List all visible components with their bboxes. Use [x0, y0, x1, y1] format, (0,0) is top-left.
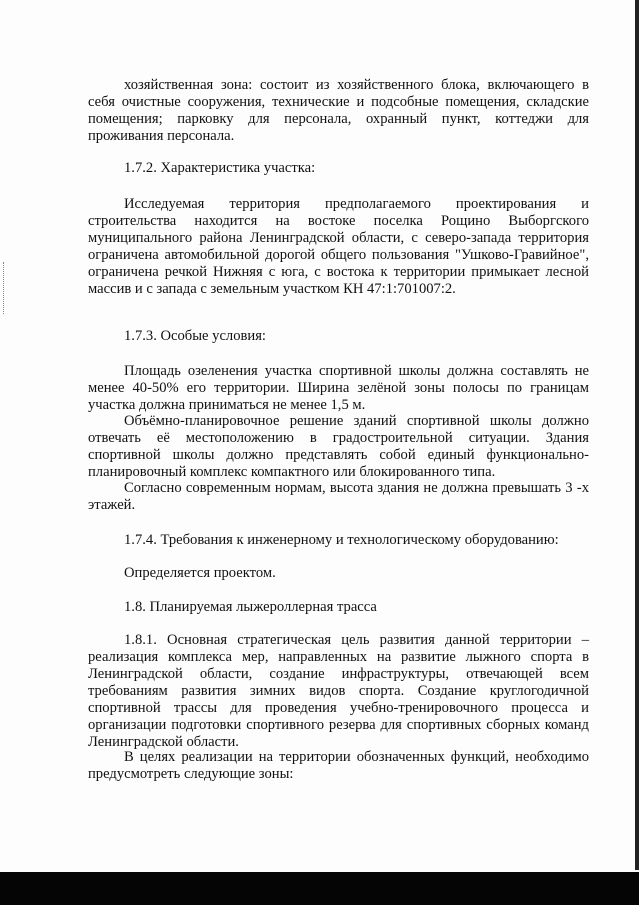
- scan-right-edge: [635, 0, 639, 870]
- paragraph-strategic-goal: 1.8.1. Основная стратегическая цель развития данной территории – реализация комплекса мер, направленных на развитие лыжного спорта в Ленинградской области, создание инфраструктуры, отвечающей всем требованиям развития зимних видов спорта. Создание круглогодичной спортивной трассы для проведения учебно-тренировочного процесса и организации подготовки спортивного резерва для спортивных сборных команд Ленинградской области.: [88, 632, 589, 750]
- paragraph-green-area: Площадь озеленения участка спортивной школы должна составлять не менее 40-50% его территории. Ширина зелёной зоны полосы по границам участка должна приниматься не менее 1,5 м.: [88, 363, 589, 413]
- heading-1-7-2: 1.7.2. Характеристика участка:: [124, 160, 316, 176]
- paragraph-building-height: Согласно современным нормам, высота здания не должна превышать 3 -х этажей.: [88, 480, 589, 513]
- paragraph-household-zone: хозяйственная зона: состоит из хозяйственного блока, включающего в себя очистные сооружения, технические и подсобные помещения, складские помещения; парковку для персонала, охранный пункт, коттеджи для проживания персонала.: [88, 77, 589, 144]
- paragraph-required-zones: В целях реализации на территории обозначенных функций, необходимо предусмотреть следующие зоны:: [88, 749, 589, 782]
- scan-bottom-border: [0, 872, 639, 905]
- heading-1-8: 1.8. Планируемая лыжероллерная трасса: [124, 599, 377, 615]
- paragraph-site-characteristics: Исследуемая территория предполагаемого проектирования и строительства находится на востоке поселка Рощино Выборгского муниципального района Ленинградской области, с северо-запада территория ограничена автомобильной дорогой общего пользования "Ушково-Гравийное", ограничена речкой Нижняя с юга, с востока к территории примыкает лесной массив и с запада с земельным участком КН 47:1:701007:2.: [88, 196, 589, 297]
- paragraph-defined-by-project: Определяется проектом.: [124, 565, 276, 581]
- paragraph-volume-planning: Объёмно-планировочное решение зданий спортивной школы должно отвечать её местоположению в градостроительной ситуации. Здания спортивной школы должно представлять собой единый функционально-планировочный комплекс компактного или блокированного типа.: [88, 413, 589, 480]
- heading-1-7-3: 1.7.3. Особые условия:: [124, 328, 266, 344]
- scan-specks: [3, 262, 6, 314]
- heading-1-7-4: 1.7.4. Требования к инженерному и технологическому оборудованию:: [124, 532, 559, 548]
